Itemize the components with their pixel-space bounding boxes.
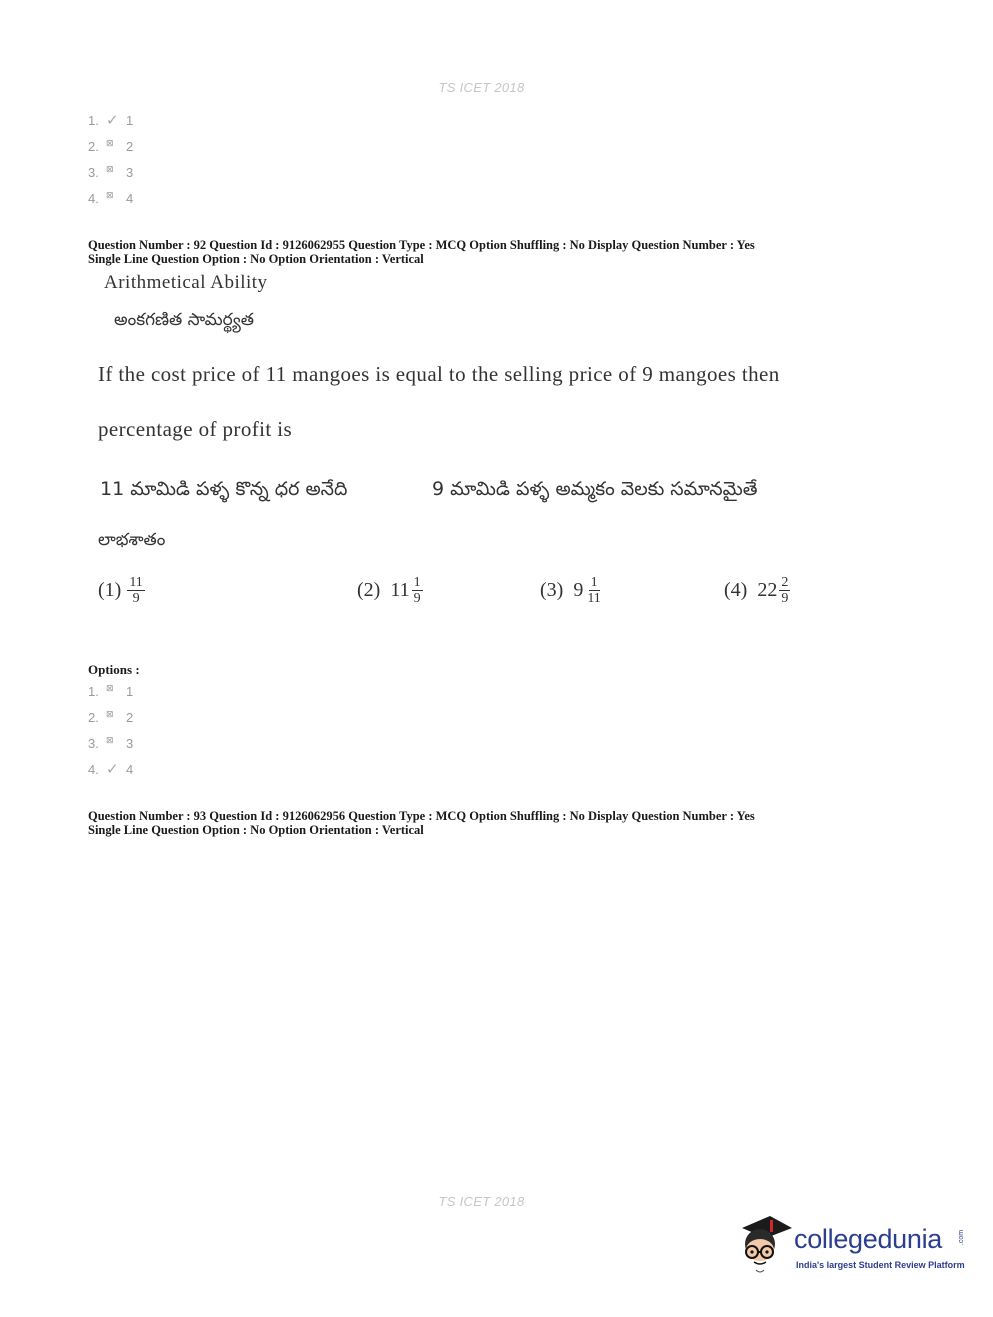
- numerator: 1: [590, 575, 598, 590]
- fraction: [779, 575, 790, 606]
- q92-meta-line1: Question Number : 92 Question Id : 9126062955 Question Type : MCQ Option Shuffling : No Display Question Number : Yes: [88, 238, 755, 252]
- cross-icon: ⊠: [106, 138, 114, 148]
- logo-suffix: .com: [958, 1229, 966, 1246]
- check-icon: ✓: [106, 761, 119, 778]
- whole-number: 9: [573, 579, 584, 601]
- choice-label: (4): [724, 579, 748, 601]
- numerator: 11: [129, 575, 143, 590]
- choice-label: (3): [540, 579, 564, 601]
- option-number: 1.: [88, 684, 99, 699]
- collegedunia-logo: [736, 1210, 966, 1280]
- option-number: 4.: [88, 191, 99, 206]
- denominator: 11: [587, 591, 601, 606]
- logo-name: collegedunia: [794, 1224, 943, 1254]
- denominator: 9: [413, 591, 421, 606]
- subject-telugu: అంకగణిత సామర్థ్యత: [114, 310, 254, 330]
- prev-options-list: [88, 108, 133, 212]
- whole-number: 11: [390, 579, 410, 601]
- fraction: [585, 575, 602, 606]
- denominator: 9: [132, 591, 140, 606]
- option-number: 4.: [88, 762, 99, 777]
- option-number: 2.: [88, 139, 99, 154]
- question-text-en-line2: percentage of profit is: [98, 417, 293, 441]
- q92-meta-line2: Single Line Question Option : No Option Orientation : Vertical: [88, 252, 424, 266]
- option-number: 3.: [88, 736, 99, 751]
- prev-option-4: [88, 186, 133, 212]
- option-value: 3: [126, 165, 134, 180]
- cross-icon: ⊠: [106, 164, 114, 174]
- cross-icon: ⊠: [106, 190, 114, 200]
- numerator: 2: [781, 575, 789, 590]
- question-text-en-line1: If the cost price of 11 mangoes is equal to the selling price of 9 mangoes then: [98, 362, 780, 386]
- option-value: 4: [126, 191, 134, 206]
- cross-icon: ⊠: [106, 683, 114, 693]
- q93-meta-line1: Question Number : 93 Question Id : 9126062956 Question Type : MCQ Option Shuffling : No Display Question Number : Yes: [88, 809, 755, 823]
- option-value: 1: [126, 113, 134, 128]
- q92-meta: [88, 238, 755, 266]
- cross-icon: ⊠: [106, 735, 114, 745]
- choice-4: [724, 575, 790, 606]
- q92-option-3: [88, 731, 133, 757]
- logo-tagline: India's largest Student Review Platform: [796, 1260, 965, 1270]
- fraction: [412, 575, 423, 606]
- choice-label: (1): [98, 579, 122, 601]
- choice-3: [540, 575, 603, 606]
- option-number: 3.: [88, 165, 99, 180]
- q92-options-list: [88, 679, 133, 783]
- options-label: Options :: [88, 662, 140, 677]
- option-value: 3: [126, 736, 134, 751]
- watermark-top: TS ICET 2018: [438, 80, 525, 95]
- option-value: 1: [126, 684, 134, 699]
- check-icon: ✓: [106, 112, 119, 129]
- q93-meta: [88, 809, 755, 837]
- fraction: [127, 575, 144, 606]
- watermark-bottom: TS ICET 2018: [438, 1194, 525, 1209]
- question-text-te-part2: 9 మామిడి పళ్ళ అమ్మకం వెలకు సమానమైతే: [432, 478, 758, 500]
- mascot-icon: [736, 1210, 794, 1276]
- choice-label: (2): [357, 579, 381, 601]
- option-number: 1.: [88, 113, 99, 128]
- cross-icon: ⊠: [106, 709, 114, 719]
- option-value: 2: [126, 139, 134, 154]
- question-text-te-line2: లాభశాతం: [98, 530, 166, 550]
- choice-1: [98, 575, 145, 606]
- question-text-te-part1: 11 మామిడి పళ్ళ కొన్న ధర అనేది: [100, 478, 348, 500]
- subject-english: Arithmetical Ability: [104, 272, 268, 293]
- choice-2: [357, 575, 423, 606]
- option-value: 4: [126, 762, 134, 777]
- whole-number: 22: [757, 579, 778, 601]
- option-value: 2: [126, 710, 134, 725]
- numerator: 1: [413, 575, 421, 590]
- option-number: 2.: [88, 710, 99, 725]
- q92-option-4: [88, 757, 133, 783]
- q93-meta-line2: Single Line Question Option : No Option Orientation : Vertical: [88, 823, 424, 837]
- denominator: 9: [781, 591, 789, 606]
